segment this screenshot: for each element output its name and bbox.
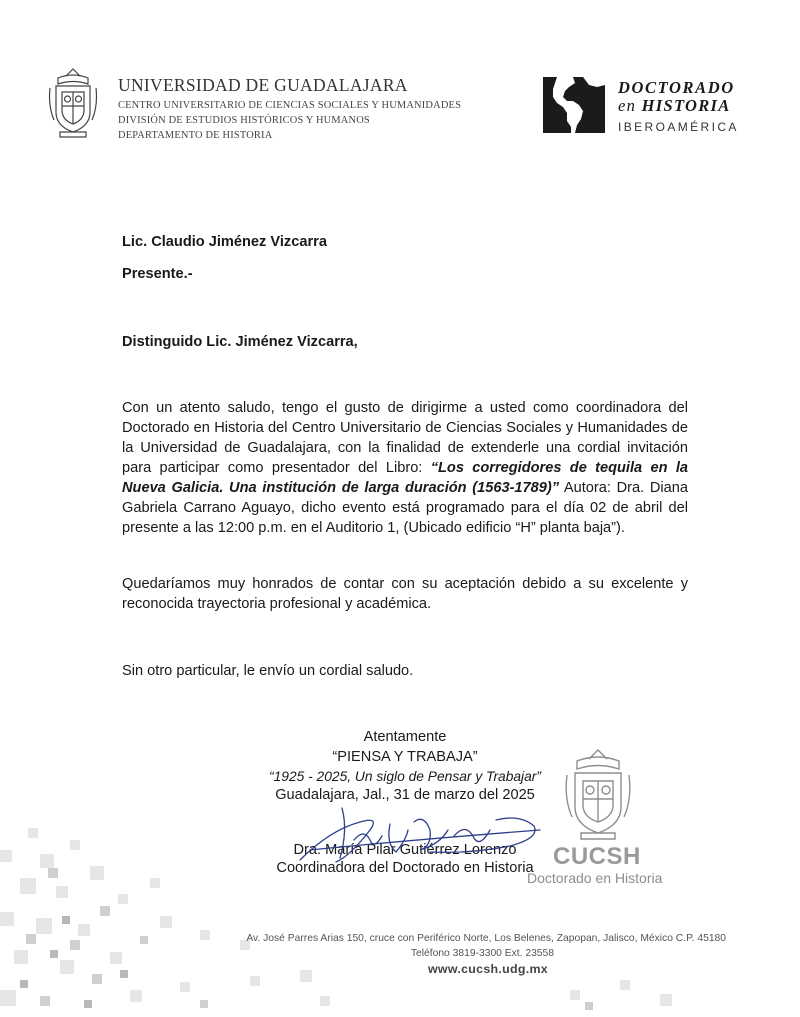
- acceptance-paragraph: Quedaríamos muy honrados de contar con su aceptación debido a su excelente y reconocida trayectoria profesional y académica.: [122, 576, 688, 612]
- stamp-program-label: Doctorado en Historia: [527, 870, 663, 886]
- handwritten-signature: [290, 800, 550, 870]
- signer-name: Dra. María Pilar Gutiérrez Lorenzo: [293, 842, 517, 858]
- university-department: DEPARTAMENTO DE HISTORIA: [118, 130, 273, 141]
- program-logo-title: DOCTORADO: [618, 78, 735, 97]
- program-logo-region: IBEROAMÉRICA: [618, 120, 739, 134]
- invitation-text-end: Autora: Dra. Diana Gabriela Carrano Aguayo, dicho evento está programado para el día 02 de abril del presente a las 12:00 p.m. en el Auditorio 1, (Ubicado edificio “H” planta baja”).: [122, 480, 688, 536]
- signer-role: Coordinadora del Doctorado en Historia: [276, 860, 534, 876]
- footer-phone: Teléfono 3819-3300 Ext. 23558: [410, 948, 554, 959]
- farewell-paragraph: Sin otro particular, le envío un cordial saludo.: [122, 663, 414, 679]
- recipient-name: Lic. Claudio Jiménez Vizcarra: [122, 234, 327, 250]
- university-division: DIVISIÓN DE ESTUDIOS HISTÓRICOS Y HUMANOS: [118, 115, 370, 126]
- cucsh-stamp-seal-icon: [563, 747, 633, 843]
- footer-website: www.cucsh.udg.mx: [427, 962, 548, 976]
- closing-century-motto: “1925 - 2025, Un siglo de Pensar y Trabajar”: [269, 769, 541, 784]
- program-logo-subtitle: [618, 96, 731, 116]
- presente-line: Presente.-: [122, 266, 193, 282]
- invitation-paragraph: [122, 398, 688, 538]
- university-seal-icon: [48, 66, 98, 140]
- program-logo-historia: HISTORIA: [641, 96, 731, 115]
- salutation: Distinguido Lic. Jiménez Vizcarra,: [122, 334, 358, 350]
- footer-address: Av. José Parres Arias 150, cruce con Periférico Norte, Los Belenes, Zapopan, Jalisco, México C.P. 45180: [246, 933, 726, 944]
- stamp-cucsh-label: CUCSH: [553, 843, 641, 870]
- program-logo-en: en: [618, 96, 637, 115]
- closing-place-date: Guadalajara, Jal., 31 de marzo del 2025: [275, 787, 535, 803]
- closing-motto: “PIENSA Y TRABAJA”: [332, 749, 478, 765]
- university-center: CENTRO UNIVERSITARIO DE CIENCIAS SOCIALES Y HUMANIDADES: [118, 100, 462, 111]
- university-name: UNIVERSIDAD DE GUADALAJARA: [118, 75, 408, 95]
- closing-atentamente: Atentamente: [363, 729, 447, 745]
- book-title: “Los corregidores de tequila en la Nueva Galicia. Una institución de larga duración (1563-1789)”: [122, 460, 688, 496]
- americas-map-logo-icon: [543, 77, 605, 133]
- invitation-text-start: Con un atento saludo, tengo el gusto de dirigirme a usted como coordinadora del Doctorado en Historia del Centro Universitario de Ciencias Sociales y Humanidades de la Universidad de Guadalajara, con la finalidad de extenderle una cordial invitación para participar como presentador del Libro:: [122, 400, 688, 476]
